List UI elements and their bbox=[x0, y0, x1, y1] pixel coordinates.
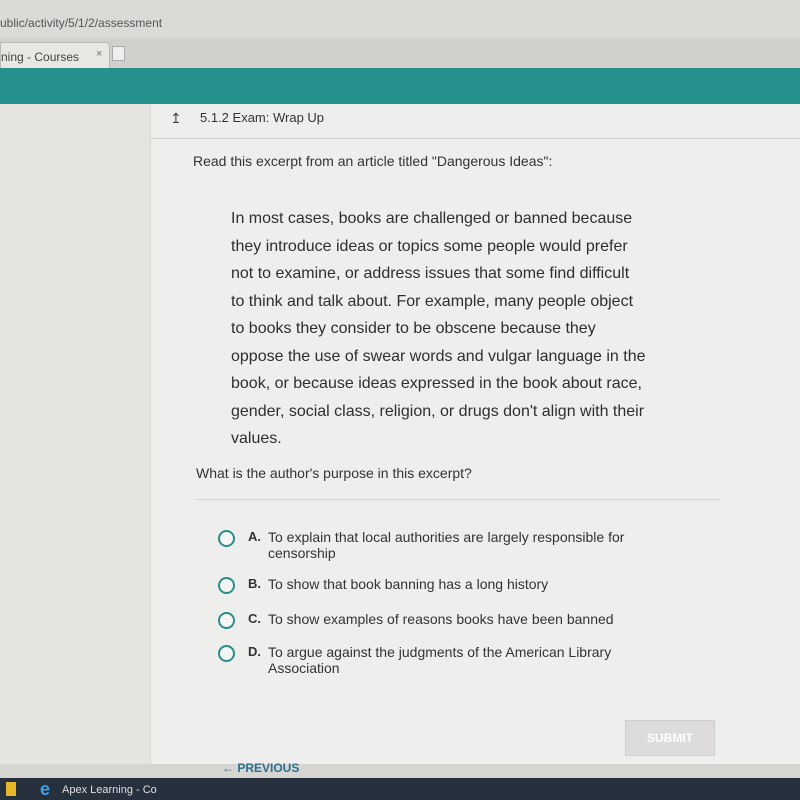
option-text-line: To show examples of reasons books have been banned bbox=[268, 611, 614, 627]
option-text bbox=[268, 529, 678, 561]
option-text bbox=[268, 576, 678, 592]
submit-button[interactable]: SUBMIT bbox=[625, 720, 715, 756]
radio-button-c[interactable] bbox=[218, 612, 235, 629]
excerpt-line: to think and talk about. For example, many people object bbox=[231, 292, 634, 310]
header-divider bbox=[150, 138, 800, 139]
option-text-line: To argue against the judgments of the American Library bbox=[268, 644, 612, 660]
browser-tab[interactable] bbox=[0, 42, 110, 69]
previous-link[interactable]: ← PREVIOUS bbox=[222, 761, 300, 775]
option-text bbox=[268, 611, 678, 627]
excerpt-line: book, or because ideas expressed in the book about race, bbox=[231, 375, 642, 392]
option-letter: B. bbox=[248, 576, 261, 591]
excerpt-line: they introduce ideas or topics some people would prefer bbox=[231, 237, 628, 255]
exam-title: 5.1.2 Exam: Wrap Up bbox=[200, 110, 325, 125]
option-text-line: To show that book banning has a long history bbox=[268, 576, 549, 592]
option-text bbox=[268, 644, 678, 676]
question-divider bbox=[196, 499, 721, 500]
os-taskbar bbox=[0, 778, 800, 800]
option-letter: D. bbox=[248, 644, 261, 659]
radio-button-b[interactable] bbox=[218, 577, 235, 594]
excerpt-passage bbox=[231, 205, 691, 453]
question-text: What is the author's purpose in this excerpt? bbox=[196, 465, 472, 481]
internet-explorer-icon[interactable]: e bbox=[40, 779, 51, 799]
browser-tab-row bbox=[0, 38, 800, 68]
taskbar-app-label[interactable]: Apex Learning - Co bbox=[62, 784, 157, 796]
option-text-line: censorship bbox=[268, 545, 336, 561]
browser-address-bar[interactable] bbox=[0, 0, 800, 39]
radio-button-d[interactable] bbox=[218, 645, 235, 662]
option-letter: C. bbox=[248, 611, 261, 626]
start-menu-icon[interactable] bbox=[6, 782, 16, 796]
excerpt-line: to books they consider to be obscene because they bbox=[231, 320, 596, 337]
excerpt-line: In most cases, books are challenged or banned because bbox=[231, 210, 633, 227]
option-text-line: To explain that local authorities are largely responsible for bbox=[268, 529, 625, 545]
tab-title: ning - Courses bbox=[1, 50, 80, 64]
excerpt-line: not to examine, or address issues that some find difficult bbox=[231, 265, 630, 282]
excerpt-line: oppose the use of swear words and vulgar language in the bbox=[231, 347, 646, 365]
excerpt-intro: Read this excerpt from an article titled "Dangerous Ideas": bbox=[193, 153, 553, 169]
excerpt-line: gender, social class, religion, or drugs don't align with their bbox=[231, 402, 645, 420]
back-arrow-icon[interactable]: ↥ bbox=[170, 110, 182, 126]
option-text-line: Association bbox=[268, 660, 340, 676]
option-letter: A. bbox=[248, 529, 261, 544]
radio-button-a[interactable] bbox=[218, 530, 235, 547]
url-text[interactable]: ublic/activity/5/1/2/assessment bbox=[0, 16, 163, 30]
app-header-bar bbox=[0, 68, 800, 104]
close-icon[interactable]: × bbox=[96, 48, 103, 60]
new-tab-icon[interactable] bbox=[112, 46, 125, 61]
excerpt-line: values. bbox=[231, 430, 282, 447]
